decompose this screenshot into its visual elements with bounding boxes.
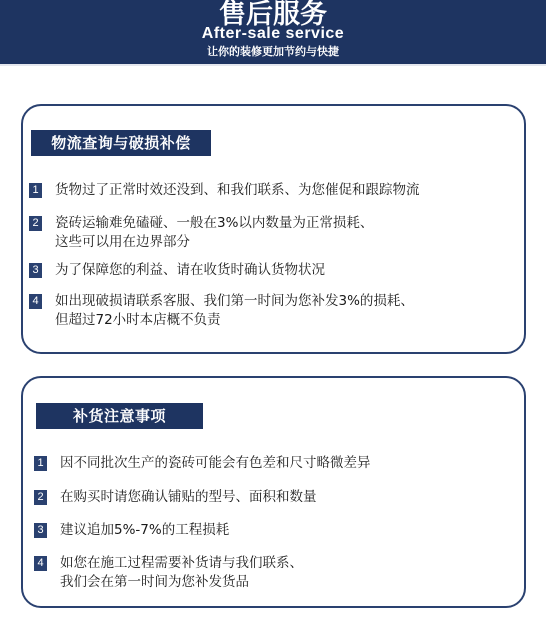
item-number: 1: [34, 456, 47, 471]
section-title: 物流查询与破损补偿: [31, 130, 211, 156]
item-number: 3: [34, 523, 47, 538]
item-line: 货物过了正常时效还没到、和我们联系、为您催促和跟踪物流: [55, 182, 420, 198]
item-line: 我们会在第一时间为您补发货品: [60, 574, 249, 590]
item-line: 但超过72小时本店概不负责: [55, 312, 221, 328]
item-number: 3: [29, 263, 42, 278]
item-number: 2: [34, 490, 47, 505]
subtitle-english: After-sale service: [201, 25, 345, 42]
item-line: 如出现破损请联系客服、我们第一时间为您补发3%的损耗、: [55, 293, 414, 309]
item-number: 4: [29, 294, 42, 309]
item-line: 在购买时请您确认铺贴的型号、面积和数量: [60, 489, 317, 505]
item-line: 如您在施工过程需要补货请与我们联系、: [60, 555, 303, 571]
item-line: 因不同批次生产的瓷砖可能会有色差和尺寸略微差异: [60, 455, 371, 471]
section-restock: [21, 376, 526, 608]
item-text: [55, 292, 520, 330]
item-text: [55, 261, 520, 280]
item-text: [60, 554, 525, 592]
item-text: [55, 181, 520, 200]
subtitle-chinese: 让你的装修更加节约与快捷: [207, 45, 339, 58]
header-divider: [0, 64, 546, 66]
item-line: 建议追加5%-7%的工程损耗: [60, 522, 230, 538]
item-line: 为了保障您的利益、请在收货时确认货物状况: [55, 262, 325, 278]
item-text: [55, 214, 520, 252]
section-logistics: [21, 104, 526, 354]
item-line: 这些可以用在边界部分: [55, 234, 190, 250]
item-number: 1: [29, 183, 42, 198]
item-text: [60, 521, 525, 540]
item-line: 瓷砖运输难免磕碰、一般在3%以内数量为正常损耗、: [55, 215, 374, 231]
section-title: 补货注意事项: [36, 403, 203, 429]
item-text: [60, 488, 525, 507]
header-banner: [0, 0, 546, 64]
page-title: 售后服务: [219, 0, 327, 30]
item-number: 2: [29, 216, 42, 231]
item-text: [60, 454, 525, 473]
item-number: 4: [34, 556, 47, 571]
